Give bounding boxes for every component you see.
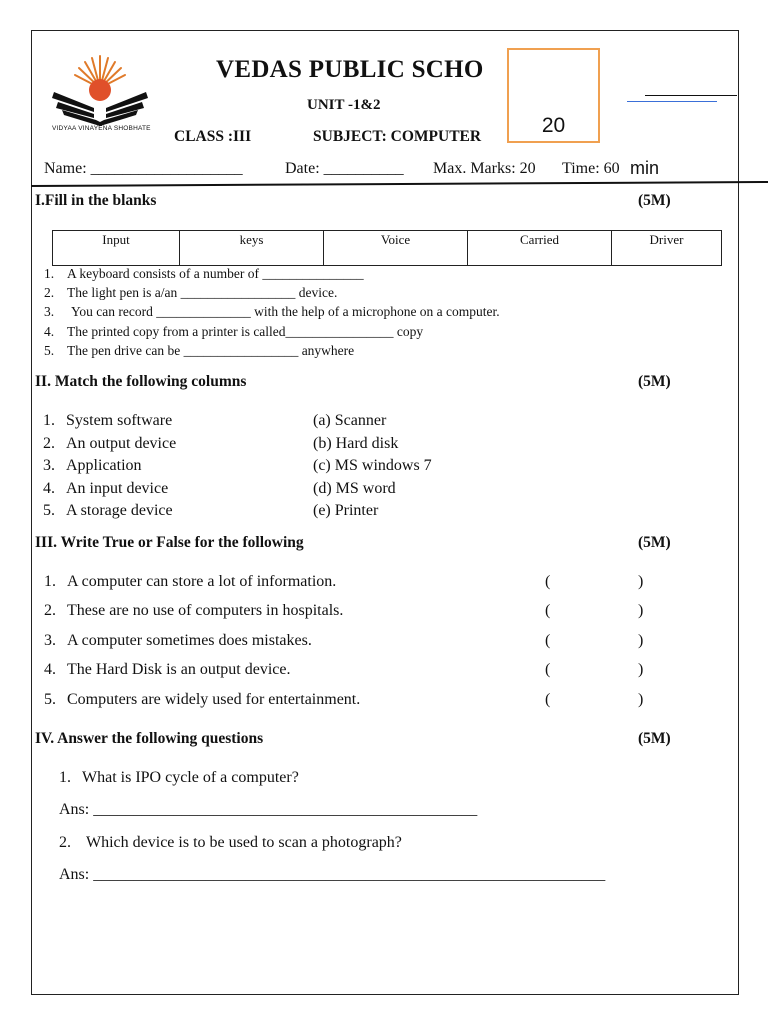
answer-line: Ans: ________________________________________________________________ — [59, 866, 606, 883]
question-number: 4. — [44, 324, 55, 339]
fill-blank-question: The pen drive can be _________________ anywhere — [67, 343, 355, 358]
match-right-item: (e) Printer — [313, 502, 379, 519]
match-left-item: An output device — [66, 435, 177, 452]
unit-label: UNIT -1&2 — [307, 97, 381, 113]
school-name: VEDAS PUBLIC SCHO — [216, 56, 484, 83]
answer-open-paren: ( — [545, 661, 551, 678]
subject-label: SUBJECT: COMPUTER — [313, 128, 482, 145]
match-right-item: (d) MS word — [313, 480, 396, 497]
match-right-item: (b) Hard disk — [313, 435, 399, 452]
section-3-title: III. Write True or False for the following — [35, 534, 304, 551]
header-blue-line — [627, 101, 717, 102]
word-bank-cell: Voice — [324, 231, 468, 266]
question-number: 2. — [59, 834, 71, 851]
question-number: 2. — [44, 285, 55, 300]
time-label: Time: 60 — [562, 160, 620, 177]
header-line — [645, 95, 737, 96]
score-box — [507, 48, 600, 143]
question-number: 1. — [59, 769, 71, 786]
header-divider — [31, 178, 768, 190]
section-2-title: II. Match the following columns — [35, 373, 247, 390]
true-false-statement: Computers are widely used for entertainment. — [67, 691, 361, 708]
answer-close-paren: ) — [638, 573, 644, 590]
match-left-item: System software — [66, 412, 173, 429]
school-logo — [48, 52, 152, 134]
match-left-item: A storage device — [66, 502, 173, 519]
true-false-statement: A computer can store a lot of information. — [67, 573, 337, 590]
class-label: CLASS :III — [174, 128, 252, 145]
word-bank-cell: keys — [180, 231, 324, 266]
question-number: 3. — [44, 304, 55, 319]
question-number: 4. — [44, 661, 56, 678]
question-number: 3. — [44, 632, 56, 649]
answer-open-paren: ( — [545, 573, 551, 590]
logo-caption: VIDYAA VINAYENA SHOBHATE — [52, 125, 151, 132]
true-false-statement: These are no use of computers in hospitals. — [67, 602, 344, 619]
word-bank-cell: Driver — [612, 231, 722, 266]
answer-open-paren: ( — [545, 691, 551, 708]
time-unit: min — [630, 158, 660, 178]
match-left-item: An input device — [66, 480, 169, 497]
answer-close-paren: ) — [638, 632, 644, 649]
answer-open-paren: ( — [545, 602, 551, 619]
answer-question: Which device is to be used to scan a photograph? — [86, 834, 402, 851]
fill-blank-question: A keyboard consists of a number of _______________ — [67, 266, 364, 281]
section-1-marks: (5M) — [638, 192, 671, 209]
name-field: Name: ___________________ — [44, 160, 243, 177]
section-1-title: I.Fill in the blanks — [35, 192, 157, 209]
word-bank-cell: Carried — [468, 231, 612, 266]
question-number: 1. — [44, 266, 55, 281]
section-4-title: IV. Answer the following questions — [35, 730, 264, 747]
true-false-statement: The Hard Disk is an output device. — [67, 661, 291, 678]
answer-close-paren: ) — [638, 602, 644, 619]
true-false-statement: A computer sometimes does mistakes. — [67, 632, 312, 649]
answer-question: What is IPO cycle of a computer? — [82, 769, 299, 786]
question-number: 3. — [43, 457, 55, 474]
fill-blank-question: The printed copy from a printer is called________________ copy — [67, 324, 424, 339]
question-number: 1. — [44, 573, 56, 590]
section-2-marks: (5M) — [638, 373, 671, 390]
answer-close-paren: ) — [638, 691, 644, 708]
question-number: 5. — [44, 691, 56, 708]
question-number: 5. — [44, 343, 55, 358]
answer-close-paren: ) — [638, 661, 644, 678]
max-marks: Max. Marks: 20 — [433, 160, 536, 177]
match-right-item: (a) Scanner — [313, 412, 387, 429]
match-left-item: Application — [66, 457, 142, 474]
answer-open-paren: ( — [545, 632, 551, 649]
word-bank-table — [52, 230, 722, 266]
question-number: 4. — [43, 480, 55, 497]
date-field: Date: __________ — [285, 160, 404, 177]
section-3-marks: (5M) — [638, 534, 671, 551]
question-number: 1. — [43, 412, 55, 429]
match-right-item: (c) MS windows 7 — [313, 457, 432, 474]
fill-blank-question: You can record ______________ with the help of a microphone on a computer. — [71, 304, 500, 319]
answer-line: Ans: ________________________________________________ — [59, 801, 478, 818]
question-number: 5. — [43, 502, 55, 519]
word-bank-cell: Input — [53, 231, 180, 266]
score-value: 20 — [541, 114, 566, 137]
question-number: 2. — [43, 435, 55, 452]
section-4-marks: (5M) — [638, 730, 671, 747]
fill-blank-question: The light pen is a/an _________________ device. — [67, 285, 338, 300]
question-number: 2. — [44, 602, 56, 619]
